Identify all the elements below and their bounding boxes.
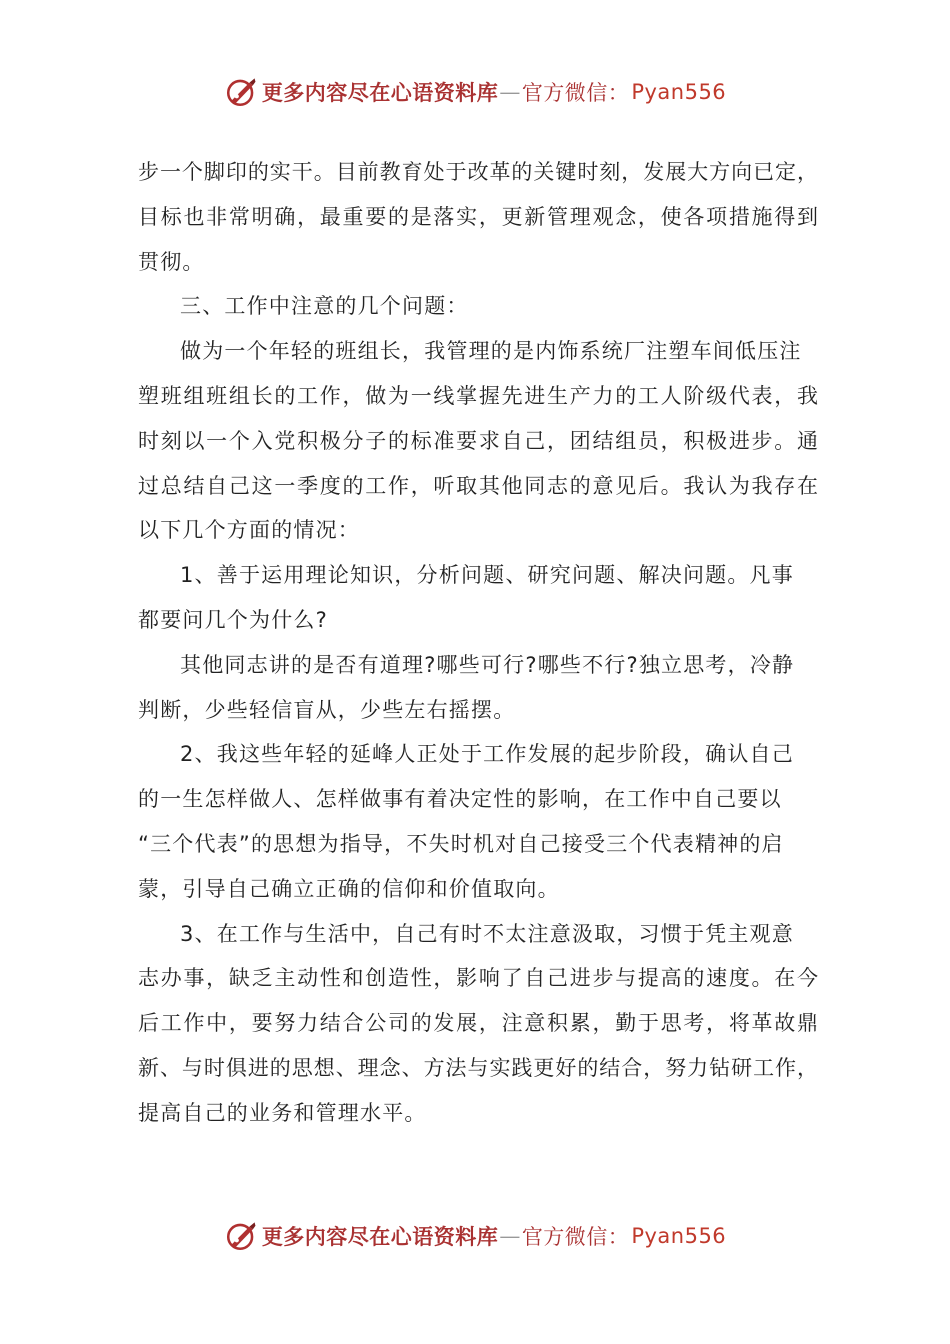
text-line: 以下几个方面的情况： [138,518,360,543]
text-line: 贯彻。 [138,249,205,274]
text-line: 3、在工作与生活中，自己有时不太注意汲取，习惯于凭主观意 [180,921,794,946]
banner-dash: — [499,80,521,104]
banner-dash: — [499,1224,521,1248]
pen-logo-icon [224,75,258,109]
banner-text: 更多内容尽在心语资料库 [261,80,499,105]
pen-logo-icon [224,1219,258,1253]
section-heading: 三、工作中注意的几个问题： [180,294,469,319]
banner-weixin-id: Pyan556 [631,80,727,104]
text-line: 步一个脚印的实干。目前教育处于改革的关键时刻，发展大方向已定， [138,160,818,184]
footer-banner [0,1216,950,1256]
text-line: “三个代表”的思想为指导，不失时机对自己接受三个代表精神的启 [138,831,784,856]
text-line: 2、我这些年轻的延峰人正处于工作发展的起步阶段，确认自己 [180,742,794,767]
text-line: 都要问几个为什么? [138,607,328,632]
banner-weixin-id: Pyan556 [631,1224,727,1248]
text-line: 做为一个年轻的班组长，我管理的是内饰系统厂注塑车间低压注 [180,339,802,364]
text-line: 过总结自己这一季度的工作，听取其他同志的意见后。我认为我存在 [138,473,818,498]
text-line: 新、与时俱进的思想、理念、方法与实践更好的结合，努力钻研工作， [138,1055,818,1080]
header-banner [0,72,950,112]
banner-text: 更多内容尽在心语资料库 [261,1224,499,1249]
text-line: 时刻以一个入党积极分子的标准要求自己，团结组员，积极进步。通 [138,428,818,453]
banner-weixin-label: 官方微信： [521,81,630,105]
banner-weixin-label: 官方微信： [521,1225,630,1249]
text-line: 1、善于运用理论知识，分析问题、研究问题、解决问题。凡事 [180,563,794,588]
document-body [138,150,818,1136]
text-line: 志办事，缺乏主动性和创造性，影响了自己进步与提高的速度。在今 [138,966,818,991]
text-line: 判断，少些轻信盲从，少些左右摇摆。 [138,697,516,722]
text-line: 塑班组班组长的工作，做为一线掌握先进生产力的工人阶级代表，我 [138,383,818,408]
text-line: 提高自己的业务和管理水平。 [138,1100,427,1125]
text-line: 的一生怎样做人、怎样做事有着决定性的影响，在工作中自己要以 [138,787,782,812]
text-line: 其他同志讲的是否有道理?哪些可行?哪些不行?独立思考，冷静 [180,652,795,677]
text-line: 目标也非常明确，最重要的是落实，更新管理观念，使各项措施得到 [138,204,818,229]
text-line: 后工作中，要努力结合公司的发展，注意积累，勤于思考，将革故鼎 [138,1011,818,1036]
text-line: 蒙，引导自己确立正确的信仰和价值取向。 [138,876,560,901]
